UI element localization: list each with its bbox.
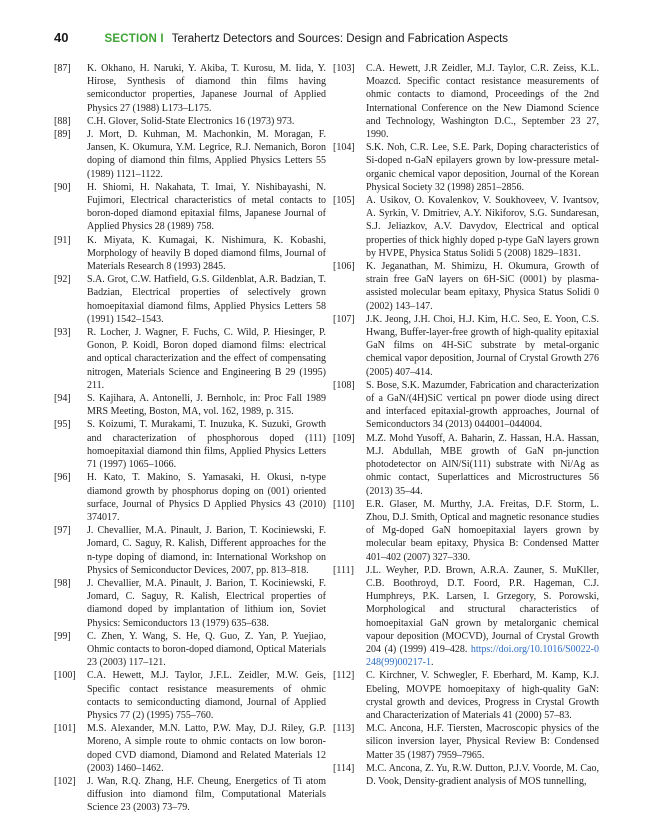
- reference-item: [54, 775, 326, 815]
- reference-item: [54, 630, 326, 670]
- reference-number: [112]: [333, 670, 355, 682]
- reference-citation: J.L. Weyher, P.D. Brown, A.R.A. Zauner, S. MuKller, C.B. Boothroyd, D.T. Foord, P.R. Hageman, C.J. Humphreys, P.K. Larsen, I. Grzegory, S. Porowski, Morphological and structural characteristics of homoepitaxial GaN grown by metalorganic chemical vapour deposition (MOCVD), Journal of Crystal Growth 204 (4) (1999) 419–428.: [366, 564, 599, 655]
- reference-number: [108]: [333, 379, 355, 391]
- reference-item: [54, 326, 326, 392]
- reference-item: [333, 722, 599, 762]
- reference-item: [54, 128, 326, 181]
- reference-text: [366, 62, 599, 141]
- reference-citation: J.K. Jeong, J.H. Choi, H.J. Kim, H.C. Seo, E. Yoon, C.S. Hwang, Buffer-layer-free growth of high-quality epitaxial GaN films on 4H-SiC substrate by metal-organic chemical vapor deposition, Journal of Crystal Growth 276 (2005) 407–414.: [366, 313, 599, 378]
- page-number: 40: [54, 30, 69, 45]
- references-left-column: [54, 62, 326, 815]
- reference-item: [54, 722, 326, 775]
- reference-citation: K. Miyata, K. Kumagai, K. Nishimura, K. Kobashi, Morphology of heavily B doped diamond films, Journal of Materials Research 8 (1993) 2845.: [87, 234, 326, 273]
- reference-item: [333, 260, 599, 313]
- reference-item: [333, 564, 599, 670]
- reference-text: [366, 141, 599, 194]
- reference-number: [92]: [54, 274, 71, 286]
- reference-citation: C.A. Hewett, M.J. Taylor, J.F.L. Zeidler, M.W. Geis, Specific contact resistance measurements of ohmic contacts to semiconducting diamond, Journal of Applied Physics 77 (2) (1995) 755–760.: [87, 670, 326, 721]
- reference-citation: J. Wan, R.Q. Zhang, H.F. Cheung, Energetics of Ti atom diffusion into diamond film, Computational Materials Science 23 (2003) 73–79.: [87, 775, 326, 814]
- reference-number: [102]: [54, 775, 76, 787]
- reference-item: [54, 273, 326, 326]
- reference-trailing-punctuation: .: [431, 657, 434, 669]
- reference-number: [97]: [54, 525, 71, 537]
- reference-number: [96]: [54, 472, 71, 484]
- reference-text: [366, 762, 599, 788]
- reference-number: [109]: [333, 432, 355, 444]
- reference-citation: S.A. Grot, C.W. Hatfield, G.S. Gildenblat, A.R. Badzian, T. Badzian, Electrical properties of selectively grown homoepitaxial diamond films, Applied Physics Letters 58 (1991) 1542–1543.: [87, 274, 326, 325]
- reference-item: [54, 115, 326, 128]
- reference-text: [87, 128, 326, 181]
- reference-text: [87, 524, 326, 577]
- reference-number: [101]: [54, 723, 76, 735]
- reference-text: [87, 181, 326, 234]
- reference-citation: C.A. Hewett, J.R Zeidler, M.J. Taylor, C.R. Zeiss, K.L. Moazcd. Specific contact resistance measurements of ohmic contacts to diamond, Proceedings of the 2nd International Conference on the New Diamond Science and Technology, Washington D.C., September 23 27, 1990.: [366, 63, 599, 141]
- reference-item: [333, 313, 599, 379]
- reference-text: [87, 630, 326, 670]
- reference-text: [87, 62, 326, 115]
- reference-number: [95]: [54, 419, 71, 431]
- reference-citation: S. Koizumi, T. Murakami, T. Inuzuka, K. Suzuki, Growth and characterization of phosphorous doped (111) homoepitaxial diamond thin films, Applied Physics Letters 71 (1997) 1065–1066.: [87, 419, 326, 471]
- reference-item: [333, 498, 599, 564]
- reference-item: [54, 577, 326, 630]
- reference-item: [54, 62, 326, 115]
- reference-text: [87, 669, 326, 722]
- reference-citation: K. Jeganathan, M. Shimizu, H. Okumura, Growth of strain free GaN layers on 6H-SiC (0001) by plasma-assisted molecular beam epitaxy, Physica Status Solidi 0 (2002) 143–147.: [366, 261, 599, 312]
- reference-text: [87, 115, 326, 128]
- reference-text: [366, 379, 599, 432]
- reference-item: [54, 392, 326, 418]
- reference-number: [111]: [333, 564, 354, 576]
- reference-item: [333, 62, 599, 141]
- reference-text: [87, 392, 326, 418]
- reference-citation: J. Chevallier, M.A. Pinault, J. Barion, T. Kociniewski, F. Jomard, C. Saguy, R. Kalish, Different approaches for the n-type doping of diamond, in: International Workshop on Physics of Semiconductor Devices, 2007, pp. 813–818.: [87, 525, 326, 576]
- reference-number: [100]: [54, 670, 76, 682]
- reference-number: [105]: [333, 195, 355, 207]
- reference-text: [366, 722, 599, 762]
- reference-number: [99]: [54, 630, 71, 642]
- reference-citation: M.C. Ancona, Z. Yu, R.W. Dutton, P.J.V. Voorde, M. Cao, D. Vook, Density-gradient analysis of MOS tunnelling,: [366, 762, 599, 787]
- reference-text: [87, 418, 326, 471]
- doi-link[interactable]: https://doi.org/10.1016/S0022-0248(99)00217-1: [366, 643, 599, 669]
- section-label: SECTION I: [104, 33, 164, 45]
- reference-citation: M.C. Ancona, H.F. Tiersten, Macroscopic physics of the silicon inversion layer, Physical Review B: Condensed Matter 35 (1987) 7959–7965.: [366, 723, 599, 761]
- reference-item: [54, 471, 326, 524]
- reference-citation: H. Shiomi, H. Nakahata, T. Imai, Y. Nishibayashi, N. Fujimori, Electrical characteristics of metal contacts to boron-doped diamond epitaxial films, Japanese Journal of Applied Physics 28 (1989) 758.: [87, 181, 326, 233]
- reference-number: [110]: [333, 498, 355, 510]
- running-header: [54, 30, 508, 46]
- reference-citation: S. Bose, S.K. Mazumder, Fabrication and characterization of a GaN/(4H)SiC vertical pn power diode using direct and interfaced epitaxial-growth approaches, Journal of Semiconductors 34 (2013) 044001–044004.: [366, 379, 599, 431]
- reference-number: [88]: [54, 115, 71, 127]
- reference-number: [114]: [333, 762, 355, 774]
- reference-text: [87, 234, 326, 274]
- reference-text: [87, 722, 326, 775]
- reference-number: [89]: [54, 129, 71, 141]
- reference-item: [54, 181, 326, 234]
- reference-citation: A. Usikov, O. Kovalenkov, V. Soukhoveev, V. Ivantsov, A. Syrkin, V. Dmitriev, A.Y. Nikiforov, S.G. Sundaresan, S.J. Jeliazkov, A.V. Davydov, Electrical and optical properties of thick highly doped p-type GaN layers grown by HVPE, Physica Status Solidi 5 (2008) 1829–1831.: [366, 195, 599, 259]
- reference-number: [87]: [54, 63, 71, 74]
- reference-text: [87, 326, 326, 392]
- reference-text: [366, 432, 599, 498]
- reference-item: [54, 524, 326, 577]
- reference-citation: C.H. Glover, Solid-State Electronics 16 (1973) 973.: [87, 115, 295, 127]
- reference-text: [366, 564, 599, 670]
- reference-number: [94]: [54, 393, 71, 405]
- reference-item: [333, 762, 599, 788]
- reference-number: [91]: [54, 234, 71, 246]
- reference-citation: J. Mort, D. Kuhman, M. Machonkin, M. Moragan, F. Jansen, K. Okumura, Y.M. Legrice, R.J. Nemanich, Boron doping of diamond thin films, Applied Physics Letters 55 (1989) 1121–1122.: [87, 129, 326, 180]
- running-title: Terahertz Detectors and Sources: Design and Fabrication Aspects: [171, 33, 509, 45]
- reference-citation: M.S. Alexander, M.N. Latto, P.W. May, D.J. Riley, G.P. Moreno, A simple route to ohmic contacts on low boron-doped CVD diamond, Diamond and Related Materials 12 (2003) 1460–1462.: [87, 723, 326, 774]
- reference-item: [333, 379, 599, 432]
- reference-text: [87, 577, 326, 630]
- reference-citation: K. Okhano, H. Naruki, Y. Akiba, T. Kurosu, M. Iida, Y. Hirose, Synthesis of diamond thin films having semiconductor properties, Japanese Journal of Applied Physics 27 (1988) L173–L175.: [87, 63, 326, 114]
- reference-citation: R. Locher, J. Wagner, F. Fuchs, C. Wild, P. Hiesinger, P. Gonon, P. Koidl, Boron doped diamond films: electrical and optical characterization and the effect of compensating nitrogen, Materials Science and Engineering B 29 (1995) 211.: [87, 327, 326, 391]
- reference-item: [333, 141, 599, 194]
- reference-text: [366, 260, 599, 313]
- reference-number: [106]: [333, 261, 355, 273]
- reference-citation: S. Kajihara, A. Antonelli, J. Bernholc, in: Proc Fall 1989 MRS Meeting, Boston, MA, vol. 162, 1989, p. 315.: [87, 393, 326, 418]
- reference-number: [98]: [54, 577, 71, 589]
- reference-text: [87, 775, 326, 815]
- reference-number: [113]: [333, 723, 355, 735]
- reference-citation: H. Kato, T. Makino, S. Yamasaki, H. Okusi, n-type diamond growth by phosphorus doping on (001) oriented surface, Journal of Physics D Applied Physics 43 (2010) 374017.: [87, 472, 326, 523]
- reference-item: [54, 418, 326, 471]
- reference-number: [104]: [333, 142, 355, 154]
- reference-citation: M.Z. Mohd Yusoff, A. Baharin, Z. Hassan, H.A. Hassan, M.J. Abdullah, MBE growth of GaN pn-junction photodetector on AlN/Si(111) substrate with Ni/Ag as ohmic contact, Superlattices and Microstructures 56 (2013) 35–44.: [366, 432, 599, 497]
- reference-item: [54, 234, 326, 274]
- reference-item: [333, 194, 599, 260]
- reference-number: [93]: [54, 327, 71, 339]
- reference-item: [333, 432, 599, 498]
- reference-number: [107]: [333, 313, 355, 325]
- reference-item: [333, 669, 599, 722]
- reference-text: [366, 669, 599, 722]
- reference-citation: J. Chevallier, M.A. Pinault, J. Barion, T. Kociniewski, F. Jomard, C. Saguy, R. Kalish, Electrical properties of diamond doped by implantation of lithium ion, Soviet Physics: Semiconductors 13 (1979) 635–638.: [87, 577, 326, 629]
- reference-citation: C. Kirchner, V. Schwegler, F. Eberhard, M. Kamp, K.J. Ebeling, MOVPE homoepitaxy of high-quality GaN: crystal growth and devices, Progress in Crystal Growth and Characterization of Materials 41 (2000) 57–83.: [366, 670, 599, 721]
- references-right-column: [333, 62, 599, 788]
- reference-number: [103]: [333, 63, 355, 74]
- reference-citation: S.K. Noh, C.R. Lee, S.E. Park, Doping characteristics of Si-doped n-GaN epilayers grown by low-pressure metal-organic chemical vapor deposition, Journal of the Korean Physical Society 32 (1998) 2851–2856.: [366, 142, 599, 193]
- reference-number: [90]: [54, 181, 71, 193]
- reference-text: [366, 498, 599, 564]
- reference-citation: C. Zhen, Y. Wang, S. He, Q. Guo, Z. Yan, P. Yuejiao, Ohmic contacts to boron-doped diamond, Optical Materials 23 (2003) 117–121.: [87, 630, 326, 669]
- reference-text: [87, 273, 326, 326]
- reference-text: [366, 313, 599, 379]
- reference-item: [54, 669, 326, 722]
- reference-citation: E.R. Glaser, M. Murthy, J.A. Freitas, D.F. Storm, L. Zhou, D.J. Smith, Optical and magnetic resonance studies of Mg-doped GaN homoepitaxial layers grown by molecular beam epitaxy, Physica B: Condensed Matter 401–402 (2007) 327–330.: [366, 498, 599, 563]
- reference-text: [87, 471, 326, 524]
- reference-text: [366, 194, 599, 260]
